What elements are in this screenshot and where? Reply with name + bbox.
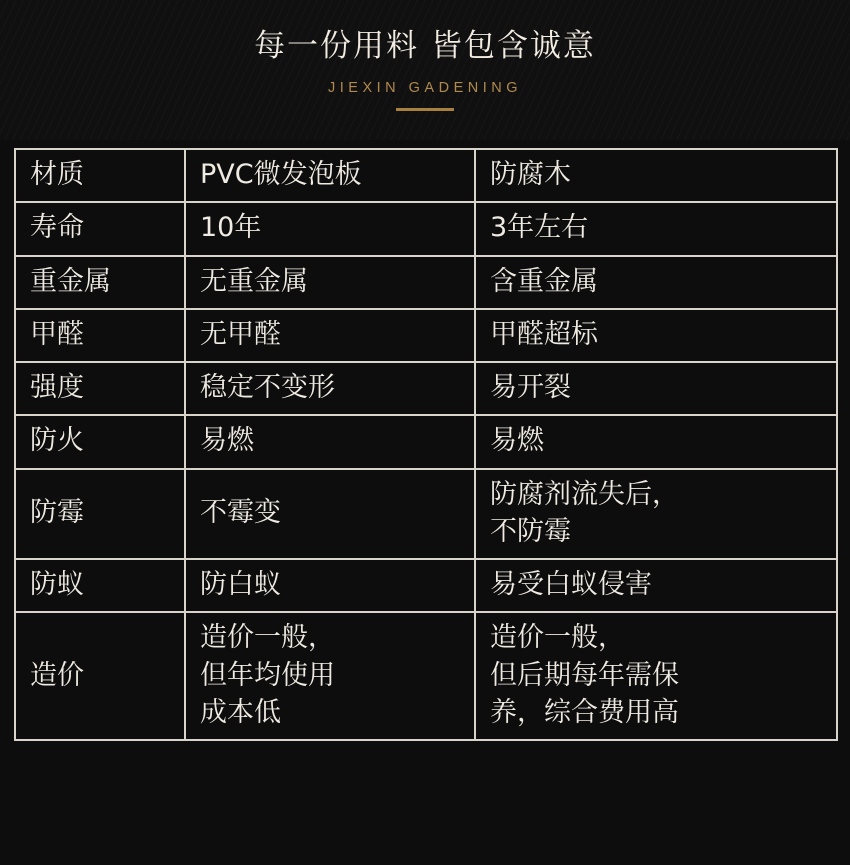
- table-row: [15, 559, 837, 612]
- table-row: [15, 415, 837, 468]
- cell-line: 养，综合费用高: [490, 696, 679, 728]
- row-label-cell: 甲醛: [15, 309, 185, 362]
- wood-value-cell: 易受白蚁侵害: [475, 559, 837, 612]
- header-divider: [396, 108, 454, 111]
- cell-line: 但年均使用: [200, 659, 335, 691]
- wood-value-cell: [475, 612, 837, 740]
- pvc-value-cell: [185, 612, 475, 740]
- row-label-cell: 造价: [15, 612, 185, 740]
- row-label-cell: 防火: [15, 415, 185, 468]
- wood-value-cell: 防腐木: [475, 149, 837, 202]
- wood-value-cell: [475, 469, 837, 560]
- brand-subtitle: JIEXIN GADENING: [328, 80, 522, 97]
- table-row: [15, 149, 837, 202]
- pvc-value-cell: 易燃: [185, 415, 475, 468]
- cell-line: 防腐剂流失后，: [490, 478, 679, 510]
- cell-line: 成本低: [200, 696, 281, 728]
- comparison-table-wrap: [0, 140, 850, 751]
- table-row: [15, 256, 837, 309]
- cell-line: 不防霉: [490, 515, 571, 547]
- wood-value-cell: 甲醛超标: [475, 309, 837, 362]
- pvc-value-cell: 10年: [185, 202, 475, 255]
- wood-value-cell: 3年左右: [475, 202, 837, 255]
- table-row: [15, 202, 837, 255]
- pvc-value-cell: 稳定不变形: [185, 362, 475, 415]
- pvc-value-cell: 防白蚁: [185, 559, 475, 612]
- pvc-value-cell: 无重金属: [185, 256, 475, 309]
- cell-line: 造价一般，: [490, 622, 625, 654]
- row-label-cell: 材质: [15, 149, 185, 202]
- cell-line: 但后期每年需保: [490, 659, 679, 691]
- table-row: [15, 309, 837, 362]
- page-title: 每一份用料 皆包含诚意: [254, 28, 596, 64]
- wood-value-cell: 易开裂: [475, 362, 837, 415]
- row-label-cell: 防霉: [15, 469, 185, 560]
- comparison-table: [14, 148, 838, 741]
- table-row: [15, 362, 837, 415]
- table-row: [15, 469, 837, 560]
- pvc-value-cell: PVC微发泡板: [185, 149, 475, 202]
- cell-line: 造价一般，: [200, 622, 335, 654]
- wood-value-cell: 易燃: [475, 415, 837, 468]
- table-row: [15, 612, 837, 740]
- pvc-value-cell: 无甲醛: [185, 309, 475, 362]
- wood-value-cell: 含重金属: [475, 256, 837, 309]
- row-label-cell: 重金属: [15, 256, 185, 309]
- poster-header: [0, 0, 850, 140]
- comparison-table-body: [15, 149, 837, 740]
- row-label-cell: 强度: [15, 362, 185, 415]
- row-label-cell: 寿命: [15, 202, 185, 255]
- row-label-cell: 防蚁: [15, 559, 185, 612]
- pvc-value-cell: 不霉变: [185, 469, 475, 560]
